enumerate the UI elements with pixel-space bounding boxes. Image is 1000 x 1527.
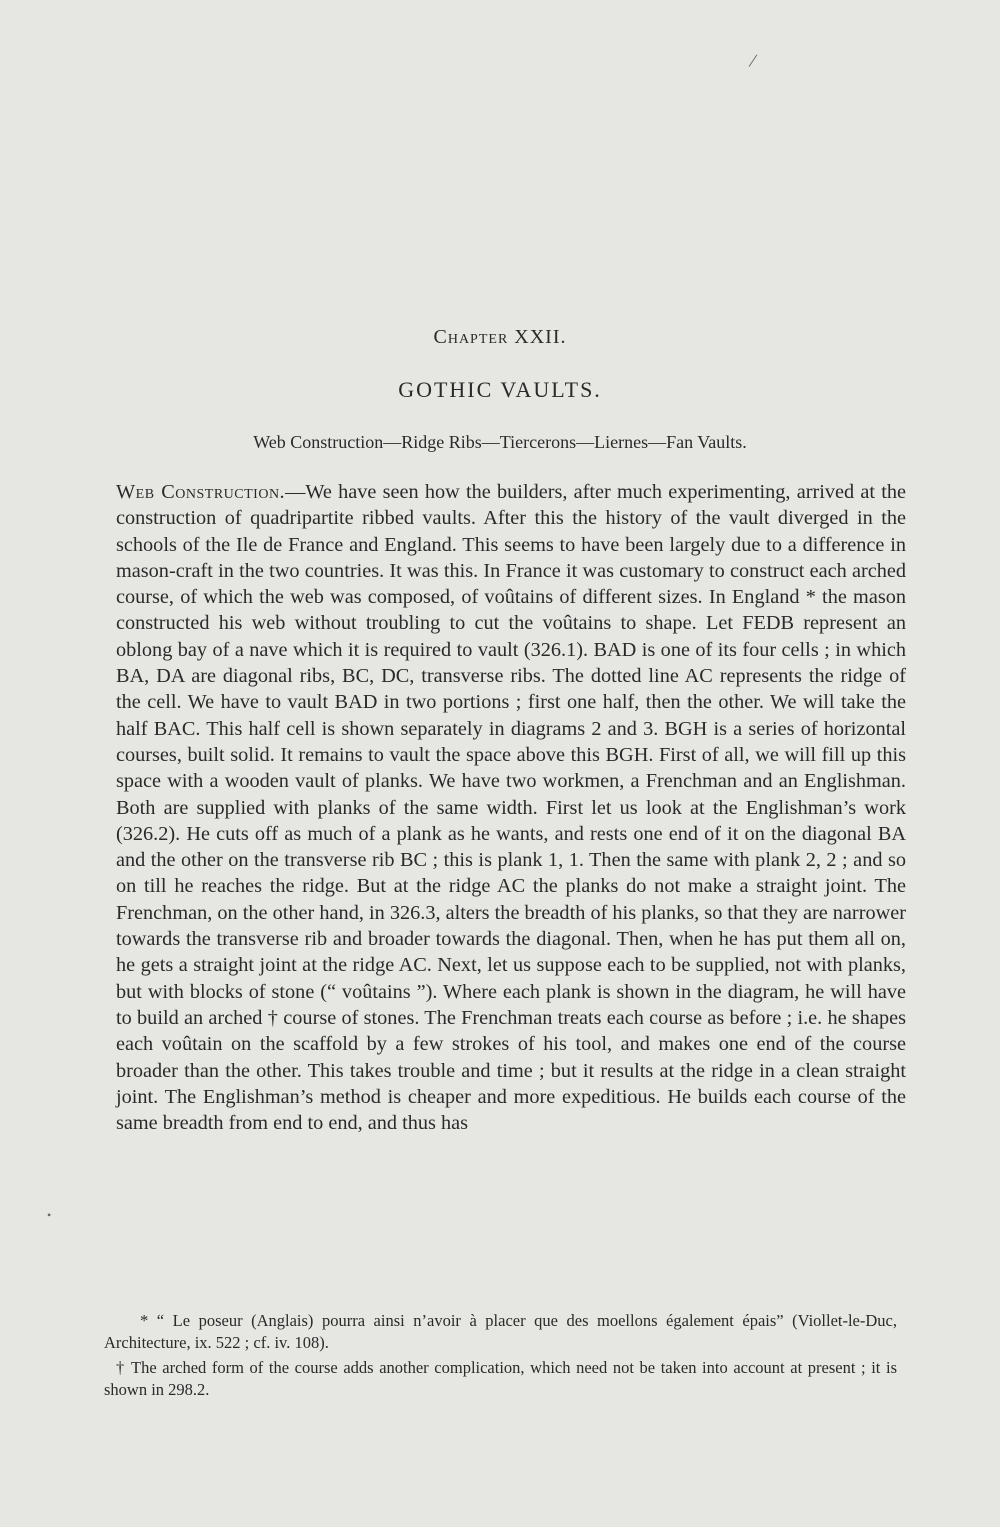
body-text: —We have seen how the builders, after much experimenting, arrived at the construction of quadripartite ribbed vaults. After this the history of the vault diverged in the schools of the Ile de France and England. This seems to have been largely due to a difference in mason-craft in the two countries. It was this. In France it was customary to construct each arched course, of which the web was composed, of voûtains of different sizes. In England * the mason constructed his web without troubling to cut the voûtains to shape. Let FEDB represent an oblong bay of a nave which it is required to vault (326.1). BAD is one of its four cells ; in which BA, DA are diagonal ribs, BC, DC, transverse ribs. The dotted line AC represents the ridge of the cell. We have to vault BAD in two portions ; first one half, then the other. We will take the half BAC. This half cell is shown separately in diagrams 2 and 3. BGH is a series of horizontal courses, built solid. It remains to vault the space above this BGH. First of all, we will fill up this space with a wooden vault of planks. We have two workmen, a Frenchman and an Englishman. Both are supplied with planks of the same width. First let us look at the Englishman’s work (326.2). He cuts off as much of a plank as he wants, and rests one end of it on the diagonal BA and the other on the transverse rib BC ; this is plank 1, 1. Then the same with plank 2, 2 ; and so on till he reaches the ridge. But at the ridge AC the planks do not make a straight joint. The Frenchman, on the other hand, in 326.3, alters the breadth of his planks, so that they are narrower towards the transverse rib and broader towards the diagonal. Then, when he has put them all on, he gets a straight joint at the ridge AC. Next, let us suppose each to be supplied, not with planks, but with blocks of stone (“ voûtains ”). Where each plank is shown in the diagram, he will have to build an arched † course of stones. The Frenchman treats each course as before ; i.e. he shapes each voûtain on the scaffold by a few strokes of his tool, and makes one end of the course broader than the other. This takes trouble and time ; but it results at the ridge in a clean straight joint. The Englishman’s method is cheaper and more expeditious. He builds each course of the same breadth from end to end, and thus has (116, 481, 906, 1135)
chapter-title: GOTHIC VAULTS. (398, 377, 602, 402)
chapter-label: Chapter XXII. (433, 326, 567, 348)
footnote-2: † The arched form of the course adds another complication, which need not be taken into account at present ; it is shown in 298.2. (104, 1358, 897, 1399)
section-lead: Web Construction. (116, 481, 286, 503)
footnote-1: * “ Le poseur (Anglais) pourra ainsi n’avoir à placer que des moellons également épais” (Viollet-le-Duc, Architecture, ix. 522 ; cf. iv. 108). (104, 1311, 897, 1352)
chapter-subtitle: Web Construction—Ridge Ribs—Tiercerons—Liernes—Fan Vaults. (253, 432, 747, 452)
margin-mark: / (747, 49, 759, 73)
body-paragraph (116, 479, 906, 1136)
margin-dot: • (47, 1208, 52, 1222)
